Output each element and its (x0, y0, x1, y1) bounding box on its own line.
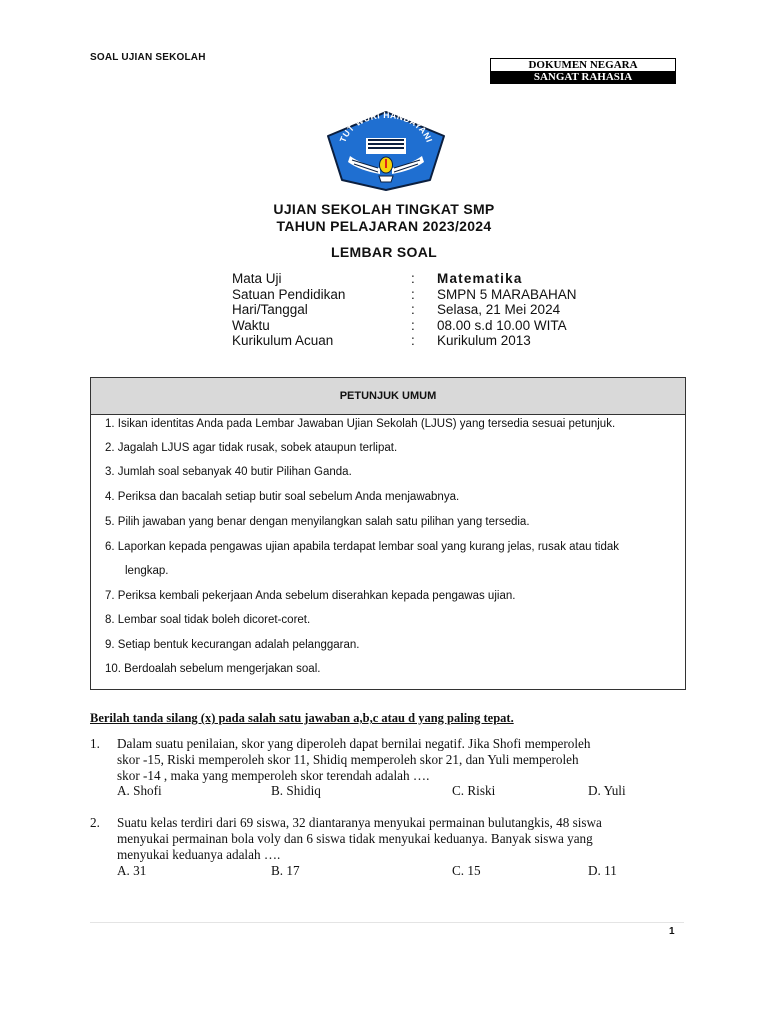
question-text-line: skor -14 , maka yang memperoleh skor terendah adalah …. (117, 768, 430, 783)
title-line-2: TAHUN PELAJARAN 2023/2024 (276, 218, 492, 234)
option-a[interactable]: A. 31 (117, 863, 147, 878)
question-text-line: Dalam suatu penilaian, skor yang diperoleh dapat bernilai negatif. Jika Shofi memperoleh (117, 736, 591, 751)
answer-instruction: Berilah tanda silang (x) pada salah satu jawaban a,b,c atau d yang paling tepat. (90, 711, 514, 725)
question-number: 2. (90, 815, 100, 830)
instruction-item: 3. Jumlah soal sebanyak 40 butir Pilihan Ganda. (105, 466, 352, 478)
info-value: Matematika (437, 271, 523, 286)
option-c[interactable]: C. Riski (452, 783, 496, 798)
footer-divider (90, 922, 684, 923)
instruction-item-continuation: lengkap. (125, 565, 169, 577)
info-separator: : (411, 271, 415, 286)
title-line-1: UJIAN SEKOLAH TINGKAT SMP (273, 201, 495, 217)
option-d[interactable]: D. Yuli (588, 783, 626, 798)
info-label: Kurikulum Acuan (232, 333, 334, 348)
info-label: Hari/Tanggal (232, 302, 308, 317)
option-c[interactable]: C. 15 (452, 863, 481, 878)
info-separator: : (411, 317, 415, 333)
info-value: Kurikulum 2013 (437, 333, 531, 348)
svg-text:TUT WURI HANDAYANI: TUT WURI HANDAYANI (337, 110, 435, 144)
question-text-line: skor -15, Riski memperoleh skor 11, Shidiq memperoleh skor 21, dan Yuli memperoleh (117, 752, 579, 767)
classification-box (490, 58, 676, 84)
info-label: Waktu (232, 317, 270, 333)
tut-wuri-handayani-logo (322, 110, 450, 192)
classification-line-1: DOKUMEN NEGARA (491, 59, 675, 71)
page-number: 1 (669, 926, 675, 937)
info-value: SMPN 5 MARABAHAN (437, 286, 577, 302)
instruction-item: 10. Berdoalah sebelum mengerjakan soal. (105, 663, 321, 675)
instruction-item: 7. Periksa kembali pekerjaan Anda sebelum diserahkan kepada pengawas ujian. (105, 590, 516, 602)
info-separator: : (411, 286, 415, 302)
info-value: 08.00 s.d 10.00 WITA (437, 317, 567, 333)
general-instructions-box (90, 377, 686, 690)
option-b[interactable]: B. 17 (271, 863, 300, 878)
instruction-item: 6. Laporkan kepada pengawas ujian apabila terdapat lembar soal yang kurang jelas, rusak atau tidak (105, 541, 620, 553)
question-text-line: menyukai permainan bola voly dan 6 siswa tidak menyukai keduanya. Banyak siswa yang (117, 831, 593, 846)
instruction-item: 4. Periksa dan bacalah setiap butir soal sebelum Anda menjawabnya. (105, 491, 460, 503)
classification-line-2: SANGAT RAHASIA (491, 71, 675, 83)
instruction-item: 5. Pilih jawaban yang benar dengan menyilangkan salah satu pilihan yang tersedia. (105, 516, 530, 528)
option-b[interactable]: B. Shidiq (271, 783, 321, 798)
header-left-text: SOAL UJIAN SEKOLAH (90, 52, 206, 63)
instruction-item: 9. Setiap bentuk kecurangan adalah pelanggaran. (105, 639, 360, 651)
question-text-line: Suatu kelas terdiri dari 69 siswa, 32 diantaranya menyukai permainan bulutangkis, 48 siswa (117, 815, 602, 830)
info-label: Satuan Pendidikan (232, 286, 346, 302)
instruction-item: 8. Lembar soal tidak boleh dicoret-coret. (105, 614, 311, 626)
question-number: 1. (90, 736, 100, 751)
info-separator: : (411, 302, 415, 317)
instruction-item: 1. Isikan identitas Anda pada Lembar Jawaban Ujian Sekolah (LJUS) yang tersedia sesuai petunjuk. (105, 418, 616, 430)
instruction-item: 2. Jagalah LJUS agar tidak rusak, sobek ataupun terlipat. (105, 442, 398, 454)
general-instructions-title: PETUNJUK UMUM (91, 378, 685, 415)
info-separator: : (411, 333, 415, 348)
option-a[interactable]: A. Shofi (117, 783, 162, 798)
option-d[interactable]: D. 11 (588, 863, 617, 878)
info-label: Mata Uji (232, 271, 282, 286)
title-line-3: LEMBAR SOAL (331, 244, 437, 260)
info-value: Selasa, 21 Mei 2024 (437, 302, 561, 317)
question-text-line: menyukai keduanya adalah …. (117, 847, 281, 862)
